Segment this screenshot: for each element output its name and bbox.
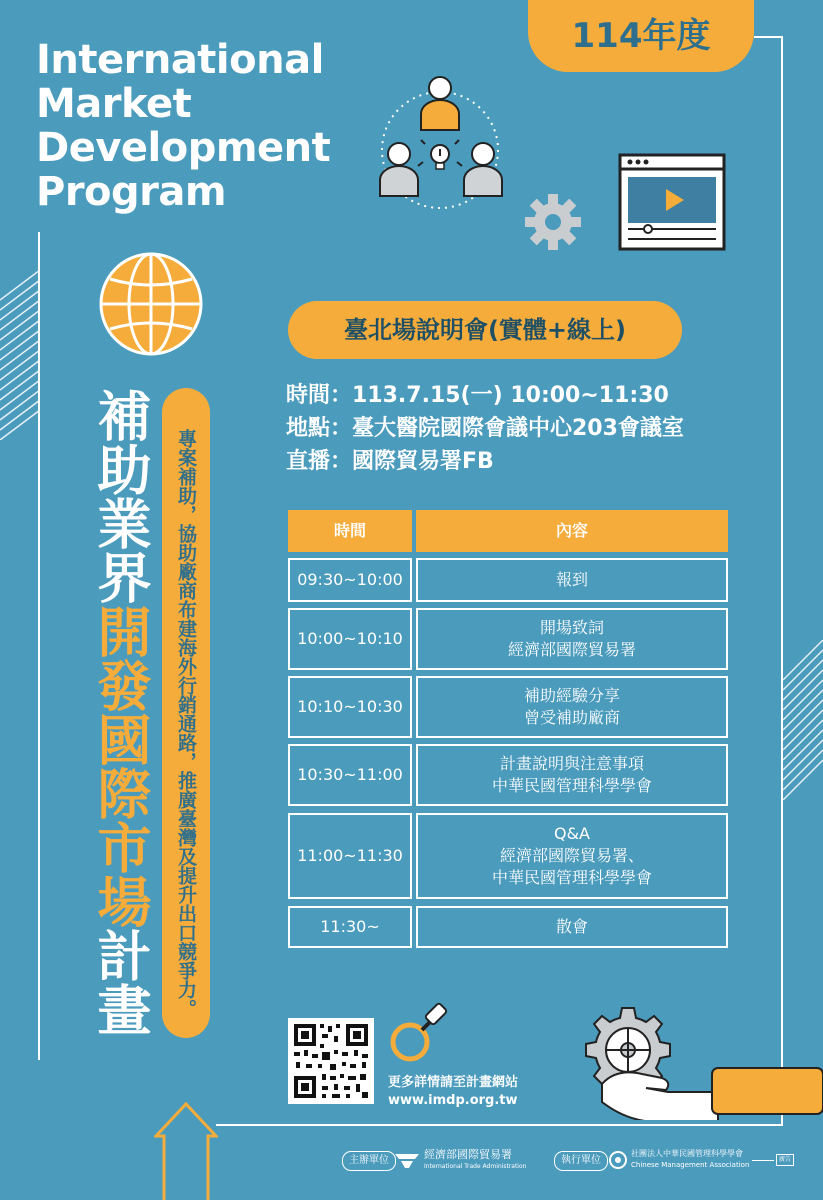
event-location: 地點：臺大醫院國際會議中心203會議室 [286, 416, 684, 441]
team-network-icon [375, 72, 505, 217]
cma-logo-icon [608, 1150, 628, 1170]
title-part-1: 補助業界 [89, 388, 152, 604]
left-hatch-decoration [0, 270, 40, 440]
title-line-1: International [36, 37, 324, 83]
globe-icon [98, 251, 204, 357]
website-caption: 更多詳情請至計畫網站 [388, 1075, 519, 1090]
year-badge: 114年度 [528, 0, 754, 72]
gear-icon [523, 192, 583, 252]
title-line-2: Market [36, 81, 192, 127]
table-row-content: 計畫說明與注意事項 中華民國管理科學學會 [416, 744, 728, 806]
website-info [388, 1074, 518, 1110]
program-title [36, 38, 330, 214]
event-livestream: 直播：國際貿易署FB [286, 449, 494, 474]
frame-bottom-line [216, 1124, 782, 1126]
right-hatch-decoration [783, 640, 823, 800]
footer-divider [752, 1160, 774, 1161]
title-part-2: 開發國際市場 [89, 604, 152, 928]
executor-label: 執行單位 [554, 1151, 608, 1171]
title-line-3: Development [36, 125, 331, 171]
video-player-icon [618, 153, 726, 251]
event-title: 臺北場說明會(實體+線上) [288, 301, 682, 359]
title-line-4: Program [36, 169, 227, 215]
executor-english-name: Chinese Management Association [631, 1161, 750, 1169]
slogan-banner: 專案補助，協助廠商布建海外行銷通路，推廣臺灣及提升出口競爭力。 [162, 388, 210, 1038]
frame-top-line [754, 36, 782, 38]
executor-name: 社團法人中華民國管理科學學會 [631, 1149, 743, 1158]
website-url[interactable]: www.imdp.org.tw [388, 1093, 518, 1108]
up-arrow-decoration [154, 1100, 218, 1200]
table-row-time: 11:00~11:30 [288, 813, 412, 899]
table-header-content: 內容 [416, 510, 728, 552]
table-row-content: 散會 [416, 906, 728, 948]
table-row-time: 09:30~10:00 [288, 558, 412, 602]
organizer-label: 主辦單位 [342, 1151, 396, 1171]
table-row-time: 11:30~ [288, 906, 412, 948]
table-row-time: 10:30~11:00 [288, 744, 412, 806]
table-row-content: 補助經驗分享 曾受補助廠商 [416, 676, 728, 738]
event-time: 時間：113.7.15(一) 10:00~11:30 [286, 383, 669, 408]
organizer-english-name: International Trade Administration [424, 1163, 527, 1170]
qr-code[interactable] [288, 1018, 374, 1104]
frame-right-line [781, 36, 783, 1126]
magnifier-icon [388, 1000, 450, 1064]
table-row-time: 10:00~10:10 [288, 608, 412, 670]
table-row-content: 報到 [416, 558, 728, 602]
table-row-content: 開場致詞 經濟部國際貿易署 [416, 608, 728, 670]
table-row-time: 10:10~10:30 [288, 676, 412, 738]
ita-logo-icon [393, 1150, 421, 1170]
table-row-content: Q&A 經濟部國際貿易署、 中華民國管理科學學會 [416, 813, 728, 899]
ad-tag: 廣告 [776, 1154, 794, 1166]
table-header-time: 時間 [288, 510, 412, 552]
organizer-name: 經濟部國際貿易署 [424, 1148, 512, 1161]
chinese-program-title [82, 388, 152, 1036]
title-part-3: 計畫 [89, 928, 152, 1036]
gear-hand-icon [572, 1004, 823, 1120]
